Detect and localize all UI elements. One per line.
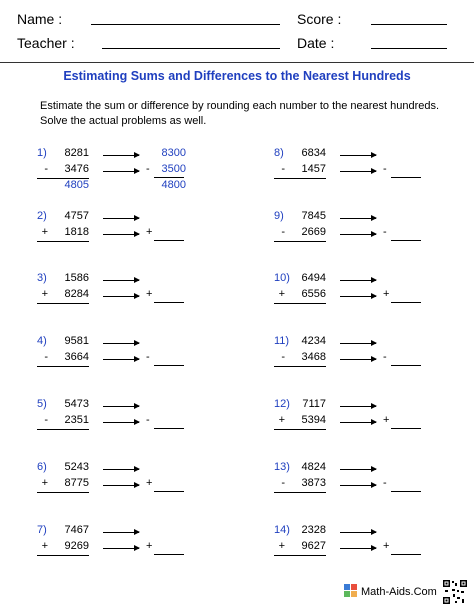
- arrow-icon: [103, 359, 139, 360]
- estimate-blank: [154, 554, 184, 555]
- estimate-blank: [391, 428, 421, 429]
- estimate-blank: [391, 365, 421, 366]
- estimate-operator: +: [146, 477, 153, 489]
- estimate-a: 8300: [161, 147, 186, 159]
- arrow-icon: [340, 280, 376, 281]
- arrow-icon: [103, 155, 139, 156]
- operand-b: 9627: [301, 540, 326, 552]
- sum-line: [274, 178, 326, 179]
- problem-number: 2): [37, 210, 47, 222]
- operand-b: 2351: [64, 414, 89, 426]
- problem-number: 1): [37, 147, 47, 159]
- estimate-blank: [391, 302, 421, 303]
- operand-b: 5394: [301, 414, 326, 426]
- operand-a: 4757: [64, 210, 89, 222]
- arrow-icon: [340, 532, 376, 533]
- problem-number: 12): [274, 398, 290, 410]
- operand-a: 4234: [301, 335, 326, 347]
- name-label: Name :: [17, 11, 63, 27]
- arrow-icon: [103, 296, 139, 297]
- operator: -: [281, 351, 285, 363]
- estimate-operator: -: [383, 163, 387, 175]
- sum-line: [274, 429, 326, 430]
- operand-a: 6834: [301, 147, 326, 159]
- operand-b: 2669: [301, 226, 326, 238]
- math-aids-logo-icon: [344, 584, 358, 598]
- operator: +: [41, 288, 48, 300]
- estimate-operator: +: [146, 288, 153, 300]
- problem-number: 3): [37, 272, 47, 284]
- sum-line: [274, 492, 326, 493]
- estimate-operator: -: [383, 477, 387, 489]
- operator: +: [41, 540, 48, 552]
- sum-line: [37, 303, 89, 304]
- arrow-icon: [340, 218, 376, 219]
- arrow-icon: [103, 532, 139, 533]
- operator: +: [278, 540, 285, 552]
- actual-answer: 4805: [64, 179, 89, 191]
- arrow-icon: [340, 469, 376, 470]
- estimate-operator: +: [383, 288, 390, 300]
- problem-number: 7): [37, 524, 47, 536]
- date-line: [371, 48, 447, 49]
- operand-b: 1457: [301, 163, 326, 175]
- teacher-line: [102, 48, 280, 49]
- operator: -: [281, 477, 285, 489]
- operator: -: [44, 414, 48, 426]
- arrow-icon: [103, 548, 139, 549]
- page-title: Estimating Sums and Differences to the Nearest Hundreds: [63, 69, 411, 83]
- qr-code-icon: [442, 579, 468, 605]
- arrow-icon: [103, 485, 139, 486]
- estimate-operator: -: [383, 351, 387, 363]
- operand-b: 8775: [64, 477, 89, 489]
- teacher-label: Teacher :: [17, 35, 75, 51]
- estimate-operator: -: [383, 226, 387, 238]
- footer-logo-text: Math-Aids.Com: [361, 586, 437, 598]
- operand-a: 9581: [64, 335, 89, 347]
- operand-a: 7117: [302, 398, 326, 410]
- operator: -: [44, 163, 48, 175]
- estimate-operator: -: [146, 414, 150, 426]
- name-line: [91, 24, 280, 25]
- operand-a: 7845: [301, 210, 326, 222]
- sum-line: [274, 555, 326, 556]
- sum-line: [37, 241, 89, 242]
- estimate-operator: +: [146, 540, 153, 552]
- operand-a: 7467: [64, 524, 89, 536]
- operand-b: 3664: [64, 351, 89, 363]
- operand-b: 6556: [301, 288, 326, 300]
- sum-line: [274, 303, 326, 304]
- operand-b: 3468: [301, 351, 326, 363]
- operator: -: [281, 226, 285, 238]
- arrow-icon: [103, 218, 139, 219]
- estimate-answer: 4800: [161, 179, 186, 191]
- operator: -: [281, 163, 285, 175]
- footer-logo: [344, 584, 437, 598]
- problem-number: 10): [274, 272, 290, 284]
- problem-number: 9): [274, 210, 284, 222]
- sum-line: [37, 555, 89, 556]
- operand-a: 8281: [64, 147, 89, 159]
- date-label: Date :: [297, 35, 335, 51]
- arrow-icon: [340, 343, 376, 344]
- score-line: [371, 24, 447, 25]
- arrow-icon: [340, 485, 376, 486]
- estimate-blank: [154, 302, 184, 303]
- sum-line: [274, 366, 326, 367]
- arrow-icon: [340, 548, 376, 549]
- estimate-blank: [154, 365, 184, 366]
- operand-b: 1818: [64, 226, 89, 238]
- arrow-icon: [103, 406, 139, 407]
- operator: -: [44, 351, 48, 363]
- operand-b: 3873: [301, 477, 326, 489]
- estimate-blank: [154, 428, 184, 429]
- problem-number: 13): [274, 461, 290, 473]
- estimate-operator: +: [383, 540, 390, 552]
- sum-line: [37, 429, 89, 430]
- operand-a: 6494: [301, 272, 326, 284]
- estimate-operator: -: [146, 351, 150, 363]
- operator: +: [278, 414, 285, 426]
- score-label: Score :: [297, 11, 342, 27]
- operand-a: 1586: [64, 272, 89, 284]
- arrow-icon: [340, 171, 376, 172]
- operand-a: 4824: [301, 461, 326, 473]
- arrow-icon: [103, 234, 139, 235]
- estimate-operator: +: [146, 226, 153, 238]
- operand-a: 5243: [64, 461, 89, 473]
- operand-a: 2328: [301, 524, 326, 536]
- estimate-blank: [154, 240, 184, 241]
- estimate-operator: +: [383, 414, 390, 426]
- arrow-icon: [340, 422, 376, 423]
- estimate-blank: [154, 491, 184, 492]
- operand-a: 5473: [64, 398, 89, 410]
- problem-number: 8): [274, 147, 284, 159]
- operator: +: [278, 288, 285, 300]
- estimate-blank: [391, 177, 421, 178]
- arrow-icon: [340, 359, 376, 360]
- operand-b: 8284: [64, 288, 89, 300]
- estimate-blank: [154, 177, 184, 178]
- sum-line: [37, 492, 89, 493]
- header-divider: [0, 62, 474, 63]
- arrow-icon: [103, 469, 139, 470]
- estimate-operator: -: [146, 163, 150, 175]
- operand-b: 3476: [64, 163, 89, 175]
- problem-number: 6): [37, 461, 47, 473]
- arrow-icon: [103, 422, 139, 423]
- arrow-icon: [340, 406, 376, 407]
- instructions: Estimate the sum or difference by rounding each number to the nearest hundreds. Solve the actual problems as well.: [40, 100, 440, 127]
- problem-number: 11): [274, 335, 290, 347]
- problem-number: 4): [37, 335, 47, 347]
- sum-line: [274, 241, 326, 242]
- operator: +: [41, 477, 48, 489]
- operator: +: [41, 226, 48, 238]
- estimate-blank: [391, 554, 421, 555]
- estimate-blank: [391, 491, 421, 492]
- problem-number: 14): [274, 524, 290, 536]
- arrow-icon: [340, 296, 376, 297]
- sum-line: [37, 366, 89, 367]
- estimate-b: 3500: [161, 163, 186, 175]
- arrow-icon: [103, 171, 139, 172]
- problem-number: 5): [37, 398, 47, 410]
- arrow-icon: [340, 234, 376, 235]
- arrow-icon: [103, 343, 139, 344]
- operand-b: 9269: [64, 540, 89, 552]
- estimate-blank: [391, 240, 421, 241]
- arrow-icon: [103, 280, 139, 281]
- arrow-icon: [340, 155, 376, 156]
